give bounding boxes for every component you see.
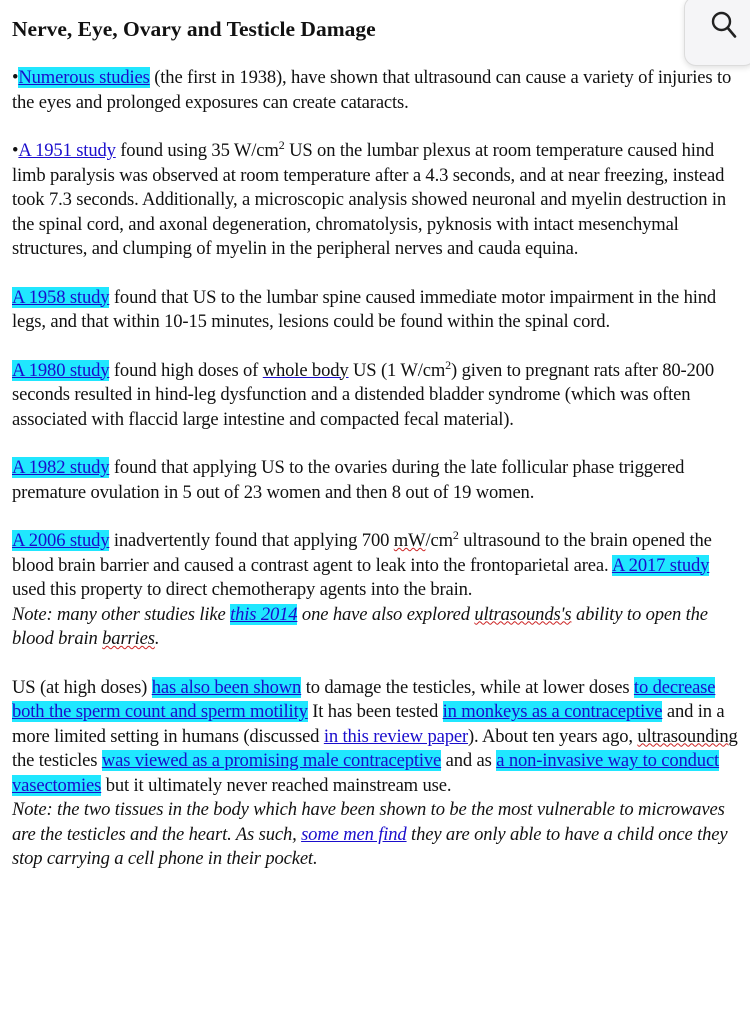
text: to damage the testicles, while at lower doses	[301, 676, 634, 698]
text: ). About ten years ago,	[467, 725, 638, 747]
link-review-paper[interactable]: in this review paper	[323, 725, 468, 747]
link-numerous-studies[interactable]: Numerous studies	[18, 67, 150, 88]
page-title: Nerve, Eye, Ovary and Testicle Damage	[12, 17, 376, 41]
link-1982-study[interactable]: A 1982 study	[12, 457, 110, 478]
note-microwaves	[12, 798, 744, 872]
link-monkeys-contraceptive[interactable]: in monkeys as a contraceptive	[442, 701, 663, 722]
link-male-contraceptive[interactable]: was viewed as a promising male contraceptive	[101, 750, 442, 771]
text: inadvertently found that applying 700	[109, 530, 394, 551]
text: the testicles	[12, 750, 102, 771]
link-has-also-been-shown[interactable]: has also been shown	[151, 676, 302, 698]
link-sperm-count-motility[interactable]: to decrease both the sperm count and sperm motility	[12, 676, 716, 722]
bullet: •	[12, 140, 19, 161]
text: US on the lumbar plexus at room temperature caused hind limb paralysis was observed at room temperature after a 4.3 seconds, and at near freezing, instead took 7.3 seconds. Additionally, a microscopic analysis showed neuronal and myelin destruction in the spinal cord, and axonal degeneration, chromatolysis, pyknosis with intact mesenchymal structures, and clumping of myelin in the peripheral nerves and cauda equina.	[12, 140, 727, 259]
text: ability to open the blood brain	[12, 603, 708, 649]
link-non-invasive-vasectomies[interactable]: a non-invasive way to conduct vasectomies	[12, 750, 720, 796]
superscript: 2	[445, 357, 452, 372]
text: US (1 W/cm	[348, 359, 446, 381]
link-2006-study[interactable]: A 2006 study	[12, 530, 110, 551]
link-this-2014[interactable]: this 2014	[230, 603, 298, 625]
text: and in a more limited setting in humans (discussed	[12, 701, 725, 747]
text: It has been tested	[307, 701, 443, 722]
paragraph-testicles	[12, 676, 744, 799]
superscript: 2	[278, 137, 285, 152]
superscript: 2	[452, 527, 459, 542]
misspelled-word: barries	[102, 628, 155, 649]
underlined-term: whole body	[262, 359, 349, 381]
text: US (at high doses)	[12, 676, 152, 698]
link-1980-study[interactable]: A 1980 study	[12, 359, 110, 381]
link-2017-study[interactable]: A 2017 study	[611, 554, 710, 576]
text: (the first in 1938), have shown that ultrasound can cause a variety of injuries to the eyes and prolonged exposures can create cataracts.	[12, 67, 732, 113]
text: ) given to pregnant rats after 80-200 seconds resulted in hind-leg dysfunction and a distended bladder syndrome (which was often associated with flaccid large intestine and compacted fecal material).	[12, 359, 714, 430]
text: used this property to direct chemotherapy agents into the brain.	[12, 579, 473, 600]
text: and as	[441, 750, 497, 771]
link-some-men-find[interactable]: some men find	[301, 823, 407, 845]
text: found that US to the lumbar spine caused immediate motor impairment in the hind legs, and that within 10-15 minutes, lesions could be found within the spinal cord.	[12, 286, 717, 332]
link-1951-study[interactable]: A 1951 study	[18, 140, 116, 161]
text: Note: the two tissues in the body which have been shown to be the most vulnerable to microwaves are the testicles and the heart. As such,	[12, 799, 725, 845]
misspelled-word: mW	[393, 530, 426, 551]
text: they are only able to have a child once they stop carrying a cell phone in their pocket.	[12, 823, 728, 869]
text: found that applying US to the ovaries during the late follicular phase triggered premature ovulation in 5 out of 23 women and then 8 out of 19 women.	[12, 457, 685, 503]
text: ultrasound to the brain opened the blood brain barrier and caused a contrast agent to leak into the frontoparietal area.	[12, 530, 712, 576]
text: one have also explored	[297, 603, 475, 625]
paragraph-1982-study	[12, 456, 744, 505]
text: found high doses of	[109, 359, 263, 381]
note-blood-brain-barrier	[12, 603, 744, 652]
misspelled-word: ultrasounds's	[474, 603, 572, 625]
text: Note: many other studies like	[12, 603, 231, 625]
text: found using 35 W/cm	[115, 140, 279, 161]
paragraph-1951-study	[12, 139, 744, 262]
search-button[interactable]	[684, 0, 750, 66]
paragraph-eye-injuries	[12, 66, 744, 115]
text: /cm	[425, 530, 453, 551]
link-1958-study[interactable]: A 1958 study	[12, 286, 110, 308]
article	[12, 14, 744, 872]
paragraph-2006-study	[12, 529, 744, 603]
paragraph-1958-study	[12, 286, 744, 335]
bullet: •	[12, 67, 19, 88]
search-icon	[711, 11, 737, 39]
text: but it ultimately never reached mainstream use.	[101, 774, 452, 796]
paragraph-1980-study	[12, 359, 744, 433]
misspelled-word: ultrasounding	[637, 725, 738, 747]
text: .	[154, 628, 160, 649]
